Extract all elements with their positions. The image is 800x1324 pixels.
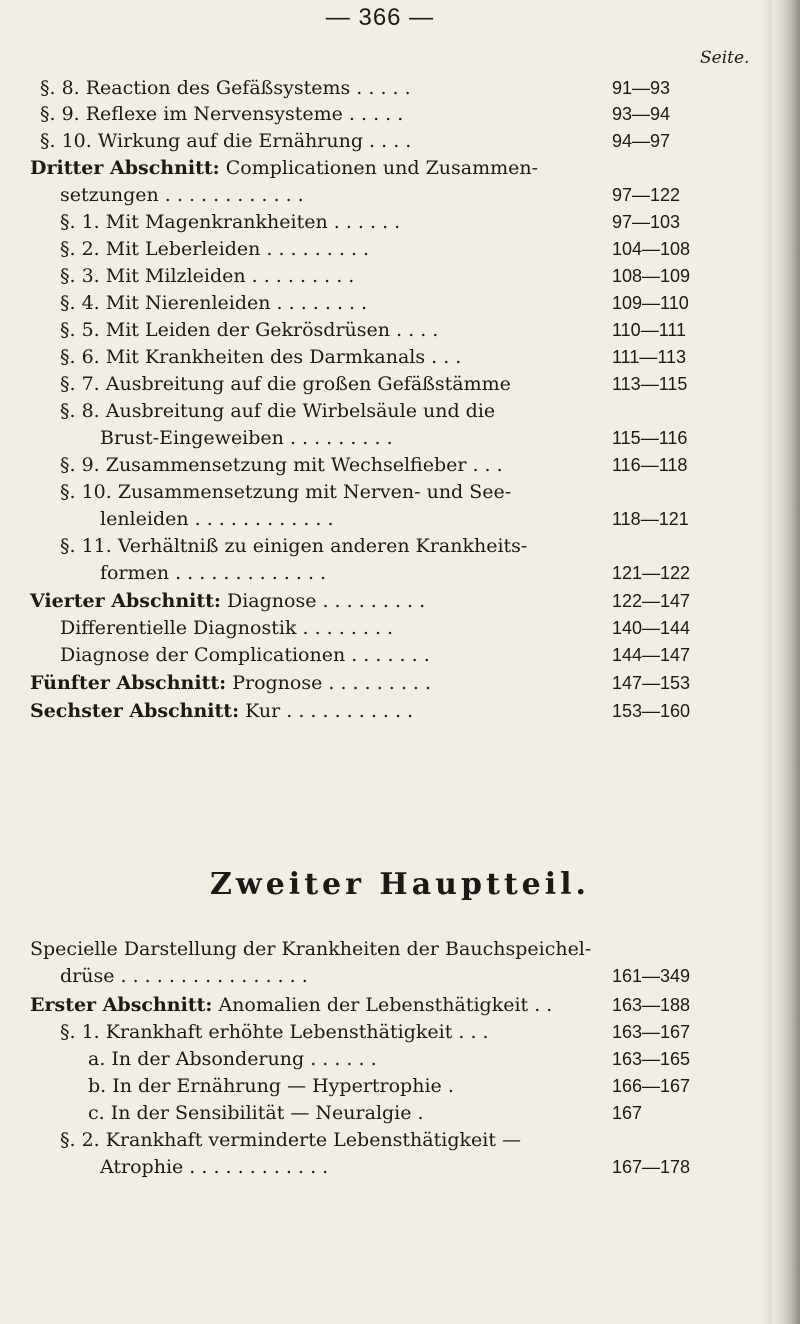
section-label: Dritter Abschnitt: [30,157,220,179]
toc-entry: §. 6. Mit Krankheiten des Darmkanals . . . 111—113 [60,346,687,368]
toc-entry: §. 1. Krankhaft erhöhte Lebensthätigkeit . . . 163—167 [60,1021,691,1043]
page-number: — 366 — [325,4,435,31]
section-label: Fünfter Abschnitt: [30,672,227,694]
toc-subentry: a. In der Absonderung . . . . . . 163—165 [88,1048,691,1070]
toc-section: Sechster Abschnitt: Kur . . . . . . . . . . . 153—160 [30,700,691,722]
toc-entry: §. 4. Mit Nierenleiden . . . . . . . . 109—110 [60,292,689,314]
toc-section: Dritter Abschnitt: Complicationen und Zusammen- [30,157,539,179]
section-label: Vierter Abschnitt: [30,590,221,612]
toc-section: Erster Abschnitt: Anomalien der Lebensthätigkeit . . 163—188 [30,994,691,1016]
toc-entry-continuation: drüse . . . . . . . . . . . . . . . . 161—349 [60,965,691,987]
toc-entry: Specielle Darstellung der Krankheiten der Bauchspeichel- [30,938,592,960]
toc-entry: Diagnose der Complicationen . . . . . . . 144—147 [60,644,691,666]
section-label: Erster Abschnitt: [30,994,213,1016]
toc-section: Vierter Abschnitt: Diagnose . . . . . . . . . 122—147 [30,590,691,612]
toc-entry: §. 7. Ausbreitung auf die großen Gefäßstämme 113—115 [60,373,688,395]
seite-label: Seite. [700,48,750,68]
toc-entry: setzungen . . . . . . . . . . . . 97—122 [60,184,681,206]
toc-section: Fünfter Abschnitt: Prognose . . . . . . . . . 147—153 [30,672,691,694]
toc-entry-continuation: formen . . . . . . . . . . . . . 121—122 [100,562,691,584]
toc-entry: §. 11. Verhältniß zu einigen anderen Krankheits- [60,535,528,557]
toc-entry: §. 10. Zusammensetzung mit Nerven- und See- [60,481,512,503]
toc-entry-continuation: Brust-Eingeweiben . . . . . . . . . 115—116 [100,427,688,449]
part-heading: Zweiter Hauptteil. [209,867,590,902]
toc-entry: §. 3. Mit Milzleiden . . . . . . . . . 108—109 [60,265,691,287]
toc-entry: §. 1. Mit Magenkrankheiten . . . . . . 97—103 [60,211,681,233]
toc-subentry: b. In der Ernährung — Hypertrophie . 166—167 [88,1075,691,1097]
toc-entry: §. 10. Wirkung auf die Ernährung . . . . 94—97 [40,130,671,152]
toc-entry-continuation: Atrophie . . . . . . . . . . . . 167—178 [100,1156,691,1178]
toc-entry: §. 2. Mit Leberleiden . . . . . . . . . 104—108 [60,238,691,260]
toc-entry: §. 8. Reaction des Gefäßsystems . . . . . 91—93 [40,77,671,99]
toc-entry-continuation: lenleiden . . . . . . . . . . . . 118—121 [100,508,689,530]
section-label: Sechster Abschnitt: [30,700,240,722]
toc-subentry: c. In der Sensibilität — Neuralgie . 167 [88,1102,643,1124]
toc-entry: §. 9. Zusammensetzung mit Wechselfieber . . . 116—118 [60,454,688,476]
toc-entry: §. 5. Mit Leiden der Gekrösdrüsen . . . . 110—111 [60,319,687,341]
toc-entry: §. 2. Krankhaft verminderte Lebensthätigkeit — [60,1129,522,1151]
toc-entry: Differentielle Diagnostik . . . . . . . . 140—144 [60,617,691,639]
toc-entry: §. 8. Ausbreitung auf die Wirbelsäule und die [60,400,496,422]
toc-entry: §. 9. Reflexe im Nervensysteme . . . . . 93—94 [40,103,671,125]
